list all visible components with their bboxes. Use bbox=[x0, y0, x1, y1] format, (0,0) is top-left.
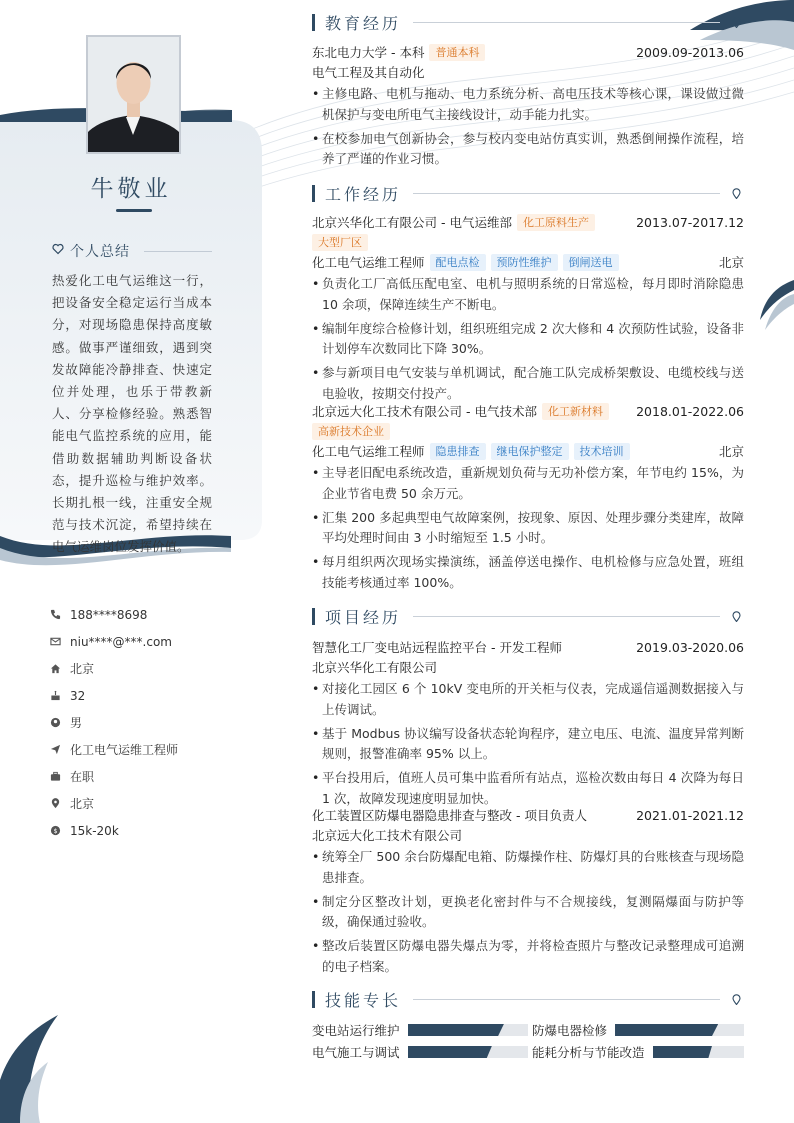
degree-tag: 普通本科 bbox=[429, 44, 485, 61]
home-icon bbox=[50, 663, 70, 674]
industry-tag: 化工原料生产 bbox=[517, 214, 595, 231]
project-bullets bbox=[312, 679, 744, 809]
list-item: • 编制年度综合检修计划，组织班组完成 2 次大修和 4 次预防性试验，设备非计划停车次数同比下降 30%。 bbox=[312, 319, 744, 360]
summary-heading bbox=[52, 241, 212, 261]
skill-item bbox=[528, 1043, 744, 1061]
list-item: • 参与新项目电气安装与单机调试，配合施工队完成桥架敷设、电缆校线与送电验收，按期交付投产。 bbox=[312, 363, 744, 404]
section-title: 工作经历 bbox=[325, 184, 402, 204]
section-title: 教育经历 bbox=[325, 13, 402, 33]
skill-level bbox=[408, 1046, 492, 1058]
list-item: • 负责化工厂高低压配电室、电机与照明系统的日常巡检，每月即时消除隐患 10 余项，保障连续生产不断电。 bbox=[312, 274, 744, 315]
summary-text: 热爱化工电气运维这一行，把设备安全稳定运行当成本分，对现场隐患保持高度敏感。做事严谨细致，遇到突发故障能冷静排查、快速定位并处理，也乐于带教新人、分享检修经验。熟悉智能电气监控系统的应用，能借助数据辅助判断设备状态，提升巡检与维护效率。长期扎根一线，注重安全规范与技术沉淀，希望持续在电气运维岗位发挥价值。 bbox=[52, 273, 212, 555]
section-header-skills bbox=[312, 989, 744, 1009]
heart-icon bbox=[52, 243, 64, 259]
contact-city bbox=[50, 790, 250, 817]
project-org: 北京远大化工技术有限公司 bbox=[312, 828, 463, 843]
contact-salary bbox=[50, 817, 250, 844]
briefcase-icon bbox=[50, 771, 70, 782]
mail-icon bbox=[50, 636, 70, 647]
contact-gender bbox=[50, 709, 250, 736]
school-name: 东北电力大学 - 本科 bbox=[312, 45, 425, 60]
industry-tag: 化工新材料 bbox=[542, 403, 609, 420]
skill-name: 变电站运行维护 bbox=[312, 1023, 400, 1038]
summary-title: 个人总结 bbox=[70, 244, 130, 260]
skill-tag: 配电点检 bbox=[430, 254, 486, 271]
skill-bar bbox=[408, 1046, 528, 1058]
list-item: • 对接化工园区 6 个 10kV 变电所的开关柜与仪表，完成遥信遥测数据接入与上传调试。 bbox=[312, 679, 744, 720]
contact-residence bbox=[50, 655, 250, 682]
contact-text: 北京 bbox=[70, 797, 95, 811]
education-bullets bbox=[312, 84, 744, 170]
skills-list bbox=[312, 1019, 744, 1063]
send-icon bbox=[50, 744, 70, 755]
list-item: • 汇集 200 多起典型电气故障案例，按现象、原因、处理步骤分类建库，故障平均处理时间由 3 小时缩短至 1.5 小时。 bbox=[312, 508, 744, 549]
work-bullets bbox=[312, 274, 744, 404]
company-name: 北京远大化工技术有限公司 - 电气技术部 bbox=[312, 404, 537, 419]
skill-bar bbox=[653, 1046, 744, 1058]
list-item: • 每月组织两次现场实操演练，涵盖停送电操作、电机检修与应急处置，班组技能考核通过率 100%。 bbox=[312, 552, 744, 593]
person-name: 牛敬业 bbox=[90, 176, 172, 202]
work-city: 北京 bbox=[718, 444, 744, 459]
work-city: 北京 bbox=[718, 255, 744, 270]
location-icon bbox=[50, 798, 70, 809]
pin-icon bbox=[732, 188, 744, 199]
list-item: • 整改后装置区防爆电器失爆点为零，并将检查照片与整改记录整理成可追溯的电子档案。 bbox=[312, 936, 744, 977]
skill-item bbox=[528, 1021, 744, 1039]
skill-name: 能耗分析与节能改造 bbox=[532, 1045, 645, 1060]
pin-icon bbox=[732, 611, 744, 622]
gender-icon bbox=[50, 717, 70, 728]
list-item: • 在校参加电气创新协会，参与校内变电站仿真实训，熟悉倒闸操作流程，培养了严谨的作业习惯。 bbox=[312, 129, 744, 170]
contact-text: niu****@***.com bbox=[70, 634, 172, 649]
contact-text: 32 bbox=[70, 688, 86, 703]
date-range: 2018.01-2022.06 bbox=[636, 403, 744, 419]
major: 电气工程及其自动化 bbox=[312, 65, 425, 80]
list-item: • 平台投用后，值班人员可集中监看所有站点，巡检次数由每日 4 次降为每日 1 次，故障发现速度明显加快。 bbox=[312, 768, 744, 809]
skill-tag: 继电保护整定 bbox=[491, 443, 569, 460]
project-org: 北京兴华化工有限公司 bbox=[312, 660, 438, 675]
skill-name: 电气施工与调试 bbox=[312, 1045, 400, 1060]
contact-text: 化工电气运维工程师 bbox=[70, 743, 179, 757]
section-title: 项目经历 bbox=[325, 607, 402, 627]
date-range: 2013.07-2017.12 bbox=[636, 214, 744, 230]
skill-level bbox=[408, 1024, 504, 1036]
skill-bar bbox=[615, 1024, 744, 1036]
list-item: • 主修电路、电机与拖动、电力系统分析、高电压技术等核心课，课设做过微机保护与变电所电气主接线设计，动手能力扎实。 bbox=[312, 84, 744, 125]
list-item: • 统筹全厂 500 余台防爆配电箱、防爆操作柱、防爆灯具的台账核查与现场隐患排查。 bbox=[312, 847, 744, 888]
summary-divider bbox=[144, 251, 212, 252]
list-item: • 主导老旧配电系统改造，重新规划负荷与无功补偿方案，年节电约 15%，为企业节省电费 50 余万元。 bbox=[312, 463, 744, 504]
skill-item bbox=[312, 1021, 528, 1039]
project-bullets bbox=[312, 847, 744, 977]
list-item: • 基于 Modbus 协议编写设备状态轮询程序，建立电压、电流、温度异常判断规则，报警准确率 95% 以上。 bbox=[312, 724, 744, 765]
contact-list bbox=[50, 601, 250, 844]
skill-bar bbox=[408, 1024, 528, 1036]
list-item: • 制定分区整改计划，更换老化密封件与不合规接线，复测隔爆面与防护等级，确保通过验收。 bbox=[312, 892, 744, 933]
contact-age bbox=[50, 682, 250, 709]
work-bullets bbox=[312, 463, 744, 593]
profile-photo bbox=[86, 35, 181, 154]
skill-tag: 技术培训 bbox=[574, 443, 630, 460]
name-divider bbox=[116, 209, 152, 212]
project-title: 智慧化工厂变电站远程监控平台 - 开发工程师 bbox=[312, 640, 562, 655]
contact-text: 15k-20k bbox=[70, 823, 119, 838]
sidebar bbox=[0, 0, 262, 1123]
contact-text: 男 bbox=[70, 716, 83, 730]
date-range: 2021.01-2021.12 bbox=[636, 807, 744, 823]
work-entry bbox=[312, 401, 744, 597]
education-entry bbox=[312, 42, 744, 173]
contact-text: 188****8698 bbox=[70, 607, 148, 622]
project-entry bbox=[312, 805, 744, 981]
date-range: 2009.09-2013.06 bbox=[636, 44, 744, 60]
pin-icon bbox=[732, 994, 744, 1005]
company-name: 北京兴华化工有限公司 - 电气运维部 bbox=[312, 215, 512, 230]
contact-text: 在职 bbox=[70, 770, 95, 784]
work-entry bbox=[312, 212, 744, 408]
contact-position bbox=[50, 736, 250, 763]
svg-text:$: $ bbox=[53, 826, 58, 835]
pin-icon bbox=[732, 17, 744, 28]
skill-tag: 倒闸送电 bbox=[563, 254, 619, 271]
section-header-work bbox=[312, 183, 744, 203]
skill-name: 防爆电器检修 bbox=[532, 1023, 608, 1038]
date-range: 2019.03-2020.06 bbox=[636, 639, 744, 655]
salary-icon bbox=[50, 825, 70, 836]
skill-level bbox=[615, 1024, 718, 1036]
project-entry bbox=[312, 637, 744, 813]
position-title: 化工电气运维工程师 bbox=[312, 255, 425, 270]
skill-item bbox=[312, 1043, 528, 1061]
company-tag: 大型厂区 bbox=[312, 234, 368, 251]
section-header-project bbox=[312, 606, 744, 626]
section-title: 技能专长 bbox=[325, 990, 402, 1010]
skill-tag: 隐患排查 bbox=[430, 443, 486, 460]
phone-icon bbox=[50, 609, 70, 620]
contact-phone bbox=[50, 601, 250, 628]
skill-level bbox=[653, 1046, 712, 1058]
contact-text: 北京 bbox=[70, 662, 95, 676]
position-title: 化工电气运维工程师 bbox=[312, 444, 425, 459]
section-header-education bbox=[312, 12, 744, 32]
contact-email bbox=[50, 628, 250, 655]
project-title: 化工装置区防爆电器隐患排查与整改 - 项目负责人 bbox=[312, 808, 587, 823]
company-tag: 高新技术企业 bbox=[312, 423, 390, 440]
skill-tag: 预防性维护 bbox=[491, 254, 558, 271]
contact-status bbox=[50, 763, 250, 790]
cake-icon bbox=[50, 690, 70, 701]
